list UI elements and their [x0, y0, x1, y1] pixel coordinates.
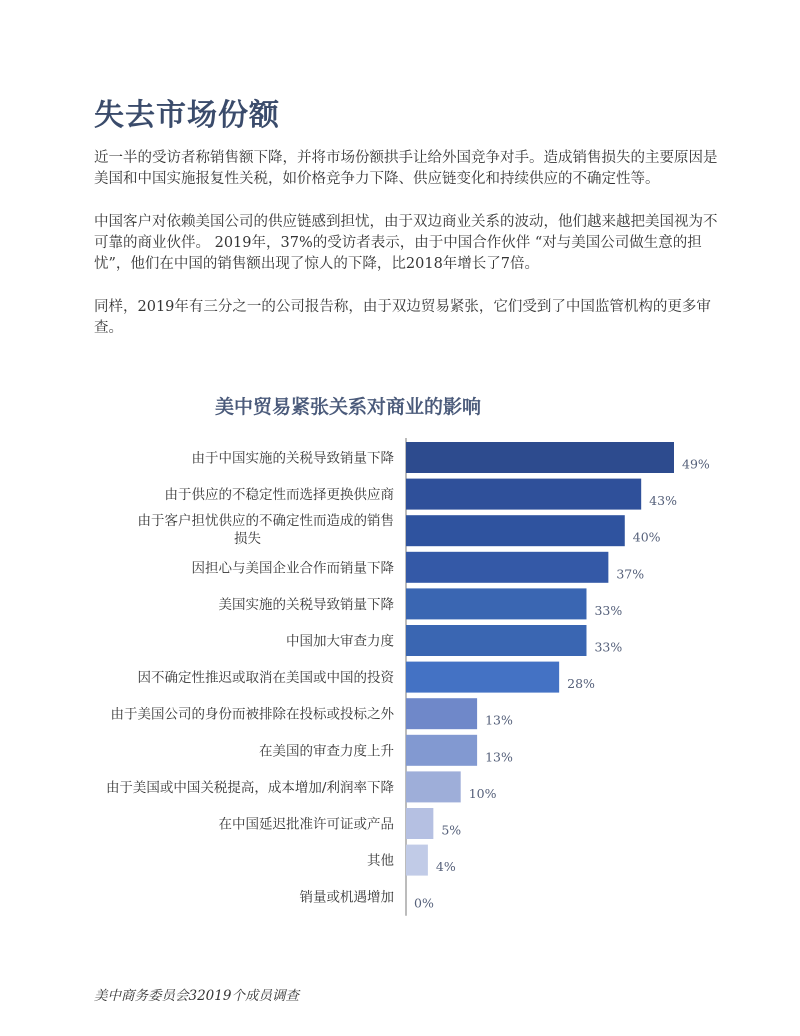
- category-label-4: 美国实施的关税导致销量下降: [218, 596, 394, 613]
- category-label-10: 在中国延迟批准许可证或产品: [218, 816, 394, 833]
- bar-1: [406, 479, 641, 510]
- value-label-9: 10%: [468, 785, 497, 801]
- bar-0: [406, 442, 674, 473]
- value-label-7: 13%: [485, 712, 513, 728]
- value-label-10: 5%: [441, 822, 462, 838]
- category-label-11: 其他: [367, 853, 394, 870]
- page-title: 失去市场份额: [94, 98, 280, 133]
- bar-8: [406, 735, 477, 766]
- value-label-3: 37%: [616, 566, 645, 582]
- value-label-6: 28%: [567, 676, 595, 692]
- bar-4: [406, 588, 586, 619]
- value-label-2: 40%: [632, 529, 661, 545]
- category-label-12: 销量或机遇增加: [299, 889, 394, 906]
- value-label-11: 4%: [435, 859, 456, 875]
- paragraph-2: 中国客户对依赖美国公司的供应链感到担忧，由于双边商业关系的波动，他们越来越把美国视为不可靠的商业伙伴。 2019年，37%的受访者表示，由于中国合作伙伴 “对与美国公司做生意的担忧”，他们在中国的销售额出现了惊人的下降，比2018年增长了7倍。: [94, 214, 718, 272]
- paragraph-3: 同样，2019年有三分之一的公司报告称，由于双边贸易紧张，它们受到了中国监管机构的更多审查。: [94, 299, 711, 336]
- category-label-7: 由于美国公司的身份而被排除在投标或投标之外: [110, 706, 394, 723]
- value-label-8: 13%: [485, 749, 513, 765]
- category-label-5: 中国加大审查力度: [286, 633, 394, 650]
- source-note: 美中商务委员会32019个成员调查: [94, 988, 299, 1004]
- bar-11: [406, 845, 428, 876]
- category-label-6: 因不确定性推迟或取消在美国或中国的投资: [137, 670, 394, 687]
- body-text: [94, 148, 724, 361]
- category-label-2: 由于客户担忧供应的不确定性而造成的销售损失: [137, 513, 394, 548]
- value-label-4: 33%: [594, 602, 623, 618]
- paragraph-1: 近一半的受访者称销售额下降，并将市场份额拱手让给外国竞争对手。造成销售损失的主要原因是美国和中国实施报复性关税，如价格竞争力下降、供应链变化和持续供应的不确定性等。: [94, 150, 718, 187]
- bar-7: [406, 698, 477, 729]
- bar-chart: [0, 430, 800, 930]
- category-label-9: 由于美国或中国关税提高，成本增加/利润率下降: [105, 779, 394, 796]
- value-label-0: 49%: [682, 456, 710, 472]
- category-label-1: 由于供应的不稳定性而选择更换供应商: [164, 487, 394, 504]
- category-label-3: 因担心与美国企业合作而销量下降: [191, 560, 394, 577]
- bar-10: [406, 808, 433, 839]
- bar-3: [406, 552, 608, 583]
- value-label-12: 0%: [414, 895, 434, 911]
- bar-5: [406, 625, 586, 656]
- category-label-8: 在美国的审查力度上升: [259, 743, 394, 760]
- value-label-5: 33%: [594, 639, 623, 655]
- bar-9: [406, 771, 461, 802]
- chart-title: 美中贸易紧张关系对商业的影响: [214, 396, 481, 418]
- bar-6: [406, 662, 559, 693]
- bar-2: [406, 515, 625, 546]
- category-label-0: 由于中国实施的关税导致销量下降: [191, 450, 394, 467]
- value-label-1: 43%: [649, 493, 677, 509]
